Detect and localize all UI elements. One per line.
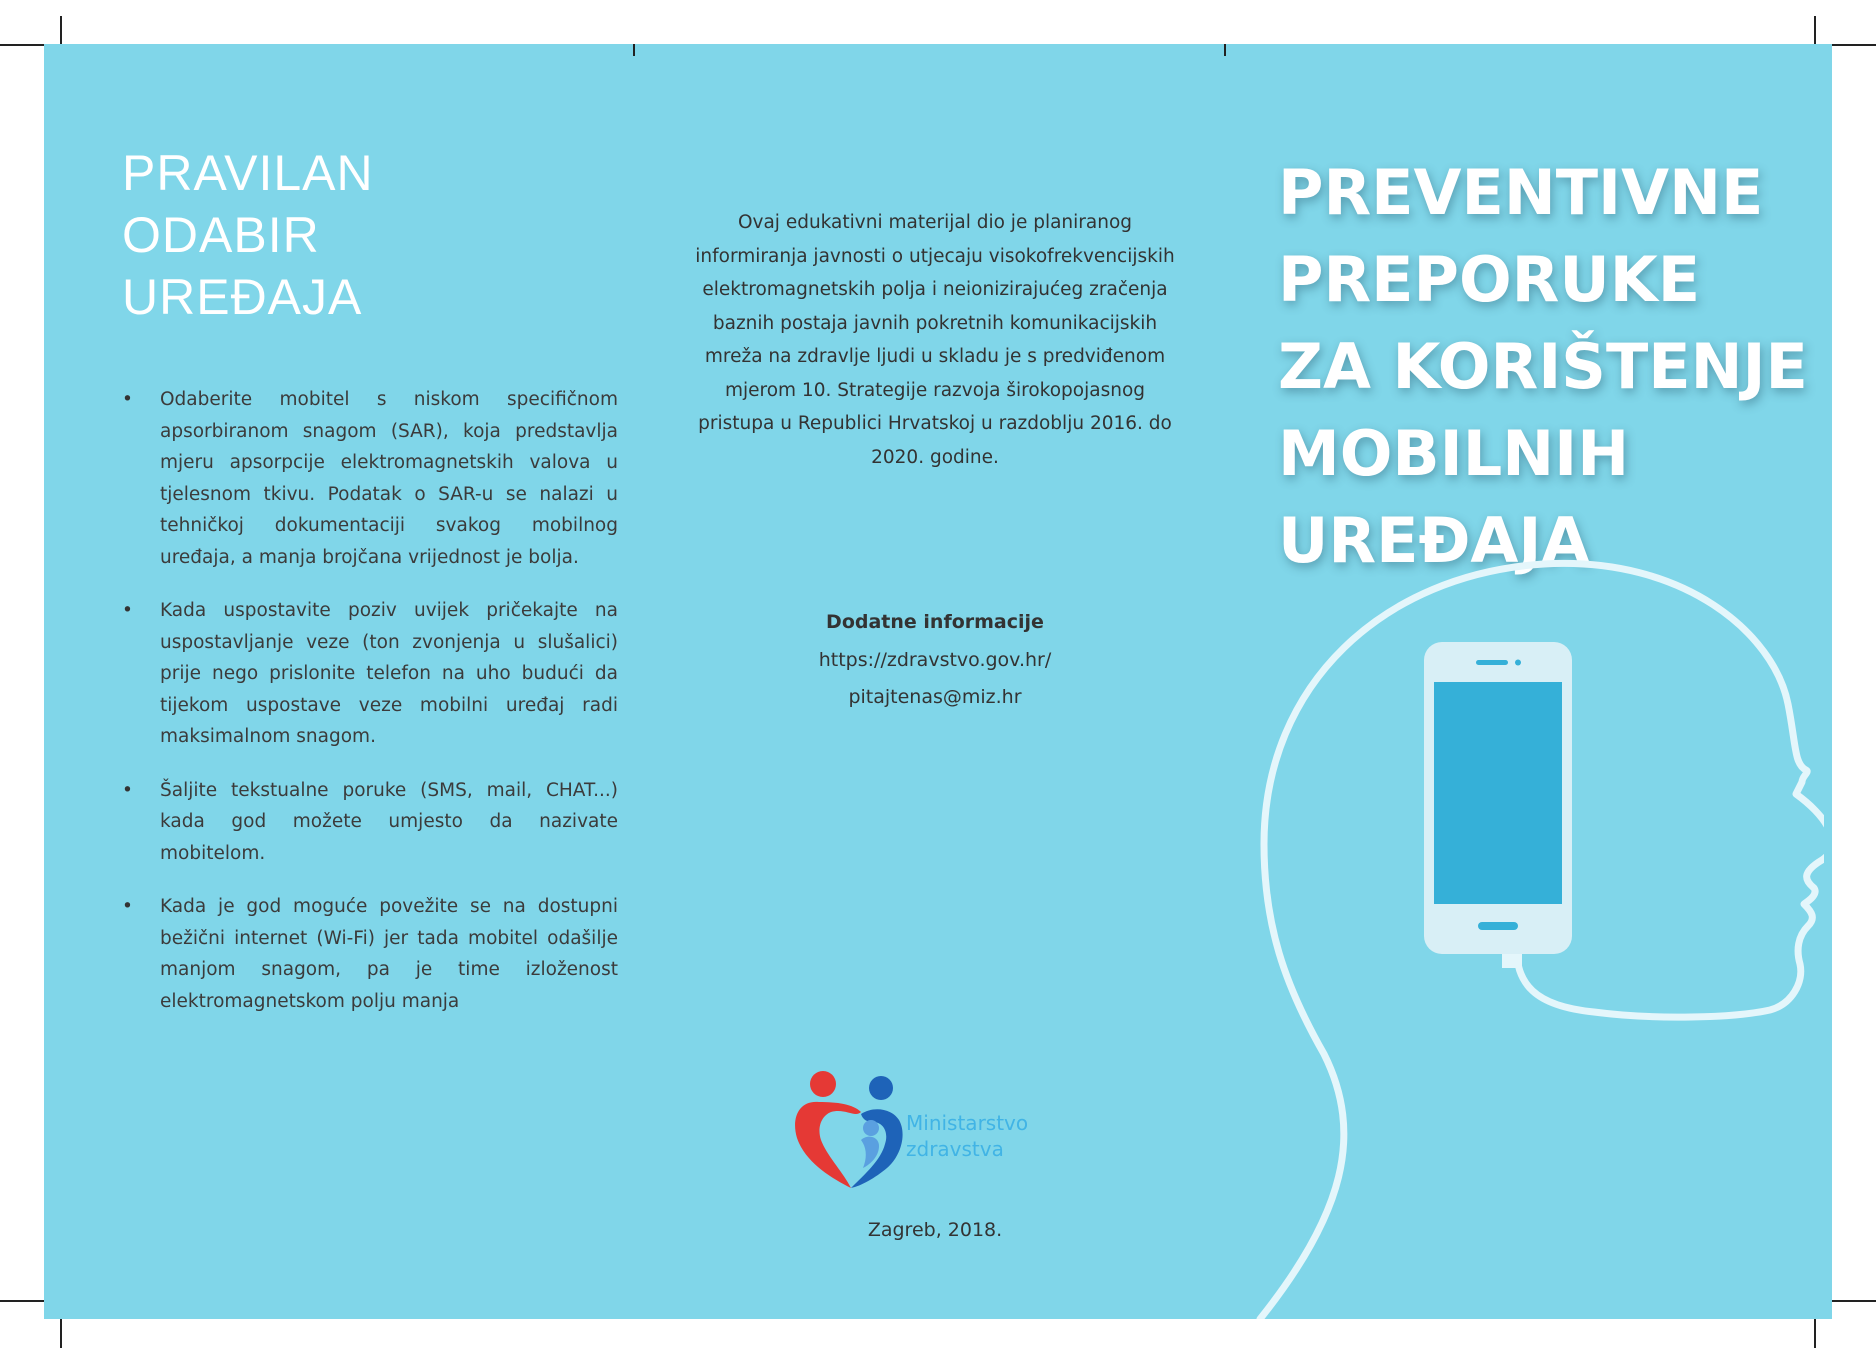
additional-info bbox=[692, 604, 1178, 717]
cover-title-line: ZA KORIŠTENJE bbox=[1278, 330, 1808, 403]
fold-mark bbox=[1224, 44, 1226, 56]
recommendation-item: • Šaljite tekstualne poruke (SMS, mail, CHAT...) kada god možete umjesto da nazivate mobitelom. bbox=[122, 775, 618, 870]
email-link[interactable]: pitajtenas@miz.hr bbox=[848, 686, 1022, 708]
crop-mark bbox=[60, 1318, 62, 1348]
logo-text-line: zdravstva bbox=[906, 1137, 1004, 1161]
ministry-logo-text bbox=[906, 1110, 1028, 1162]
fold-mark bbox=[633, 44, 635, 56]
place-date: Zagreb, 2018. bbox=[867, 1219, 1003, 1241]
crop-mark bbox=[1814, 16, 1816, 46]
logo-text-line: Ministarstvo bbox=[906, 1111, 1029, 1135]
website-link[interactable]: https://zdravstvo.gov.hr/ bbox=[818, 648, 1052, 671]
crop-mark bbox=[0, 44, 44, 46]
cover-title-line: PREVENTIVNE bbox=[1278, 156, 1764, 229]
info-heading: Dodatne informacije bbox=[826, 611, 1044, 633]
recommendation-item: • Odaberite mobitel s niskom specifičnom apsorbiranom snagom (SAR), koja predstavlja mjeru apsorpcije elektromagnetskih valova u tjelesnom tkivu. Podatak o SAR-u se nalazi u tehničkoj dokumentaciji svakog mobilnog uređaja, a manja brojčana vrijednost je bolja. bbox=[122, 384, 618, 573]
cover-title-line: MOBILNIH bbox=[1278, 417, 1630, 490]
recommendation-list bbox=[122, 384, 618, 1039]
recommendation-item: • Kada uspostavite poziv uvijek pričekajte na uspostavljanje veze (ton zvonjenja u slušalici) prije nego prislonite telefon na uho budući da tijekom uspostave veze mobilni uređaj radi maksimalnom snagom. bbox=[122, 595, 618, 753]
crop-mark bbox=[1832, 1300, 1876, 1302]
left-title-line: UREĐAJA bbox=[122, 269, 363, 325]
crop-mark bbox=[1814, 1318, 1816, 1348]
left-panel-title bbox=[122, 142, 374, 328]
crop-mark bbox=[1832, 44, 1876, 46]
left-title-line: PRAVILAN bbox=[122, 145, 374, 201]
crop-mark bbox=[60, 16, 62, 46]
cover-title-line: PREPORUKE bbox=[1278, 243, 1701, 316]
ministry-logo bbox=[791, 1068, 1111, 1238]
smartphone-icon bbox=[1424, 642, 1572, 968]
head-silhouette-icon bbox=[1214, 514, 1824, 1319]
recommendation-item: • Kada je god moguće povežite se na dostupni bežični internet (Wi-Fi) jer tada mobitel odašilje manjom snagom, pa je time izloženost elektromagnetskom polju manja bbox=[122, 891, 618, 1017]
crop-mark bbox=[0, 1300, 44, 1302]
brochure-spread bbox=[44, 44, 1832, 1319]
ministry-heart-logo-icon bbox=[791, 1068, 911, 1198]
cover-title-line: UREĐAJA bbox=[1278, 504, 1590, 577]
left-title-line: ODABIR bbox=[122, 207, 320, 263]
intro-paragraph: Ovaj edukativni materijal dio je planiranog informiranja javnosti o utjecaju visokofrekvencijskih elektromagnetskih polja i neionizirajućeg zračenja baznih postaja javnih pokretnih komunikacijskih mreža na zdravlje ljudi u skladu je s predviđenom mjerom 10. Strategije razvoja širokopojasnog pristupa u Republici Hrvatskoj u razdoblju 2016. do 2020. godine. bbox=[695, 212, 1175, 468]
